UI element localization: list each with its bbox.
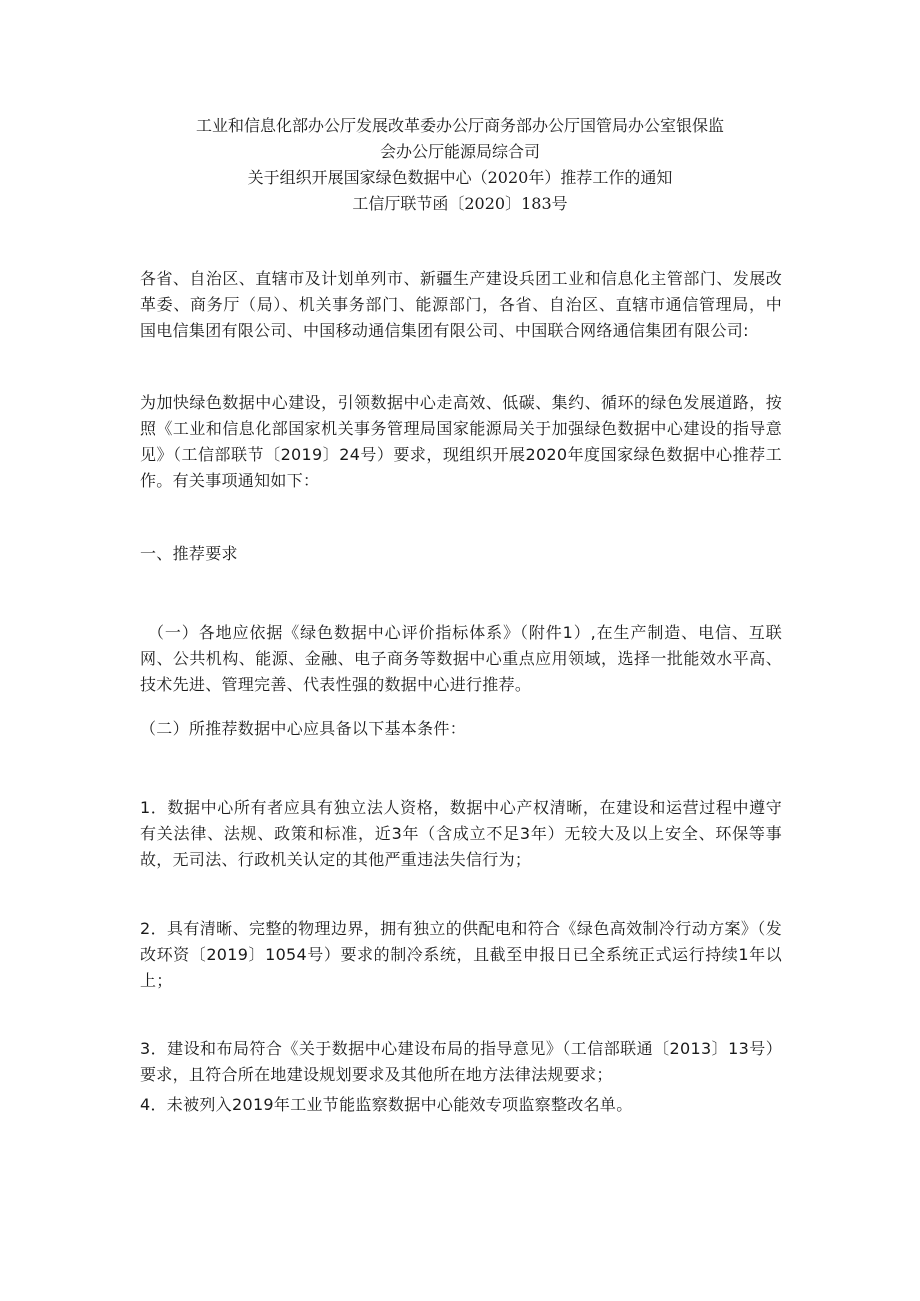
intro-paragraph: 为加快绿色数据中心建设，引领数据中心走高效、低碳、集约、循环的绿色发展道路，按照《工业和信息化部国家机关事务管理局国家能源局关于加强绿色数据中心建设的指导意见》（工信部联节〔2019〕24号）要求，现组织开展2020年度国家绿色数据中心推荐工作。有关事项通知如下： [140, 393, 782, 490]
condition-1-block [140, 795, 782, 873]
item-1-paragraph: （一）各地应依据《绿色数据中心评价指标体系》（附件1）,在生产制造、电信、互联网、公共机构、能源、金融、电子商务等数据中心重点应用领域，选择一批能效水平高、技术先进、管理完善、代表性强的数据中心进行推荐。 [140, 623, 782, 694]
condition-3-block [140, 1036, 782, 1088]
intro-block [140, 390, 782, 494]
condition-2-block [140, 916, 782, 994]
condition-1: 1．数据中心所有者应具有独立法人资格，数据中心产权清晰，在建设和运营过程中遵守有关法律、法规、政策和标准，近3年（含成立不足3年）无较大及以上安全、环保等事故，无司法、行政机关认定的其他严重违法失信行为； [140, 798, 782, 869]
issuer-line-2: 会办公厅能源局综合司 [379, 142, 540, 161]
condition-4-block [140, 1092, 782, 1118]
item-1-block [140, 620, 782, 698]
condition-4: 4．未被列入2019年工业节能监察数据中心能效专项监察整改名单。 [140, 1095, 633, 1114]
addressees: 各省、自治区、直辖市及计划单列市、新疆生产建设兵团工业和信息化主管部门、发展改革委、商务厅（局）、机关事务部门、能源部门，各省、自治区、直辖市通信管理局，中国电信集团有限公司、中国移动通信集团有限公司、中国联合网络通信集团有限公司: [140, 269, 782, 340]
item-2-paragraph: （二）所推荐数据中心应具备以下基本条件： [140, 719, 467, 738]
issuer-line-1: 工业和信息化部办公厅发展改革委办公厅商务部办公厅国管局办公室银保监 [195, 116, 724, 135]
document-number: 工信厅联节函〔2020〕183号 [352, 194, 568, 213]
item-2-block [140, 716, 782, 742]
condition-3: 3．建设和布局符合《关于数据中心建设布局的指导意见》（工信部联通〔2013〕13号）要求，且符合所在地建设规划要求及其他所在地方法律法规要求； [140, 1039, 782, 1084]
section-1-block [140, 541, 782, 567]
document-header [140, 113, 780, 217]
section-1-title: 一、推荐要求 [140, 544, 238, 563]
notice-title: 关于组织开展国家绿色数据中心（2020年）推荐工作的通知 [247, 168, 673, 187]
addressees-block [140, 266, 782, 344]
condition-2: 2．具有清晰、完整的物理边界，拥有独立的供配电和符合《绿色高效制冷行动方案》（发改环资〔2019〕1054号）要求的制冷系统，且截至申报日已全系统正式运行持续1年以上； [140, 919, 782, 990]
